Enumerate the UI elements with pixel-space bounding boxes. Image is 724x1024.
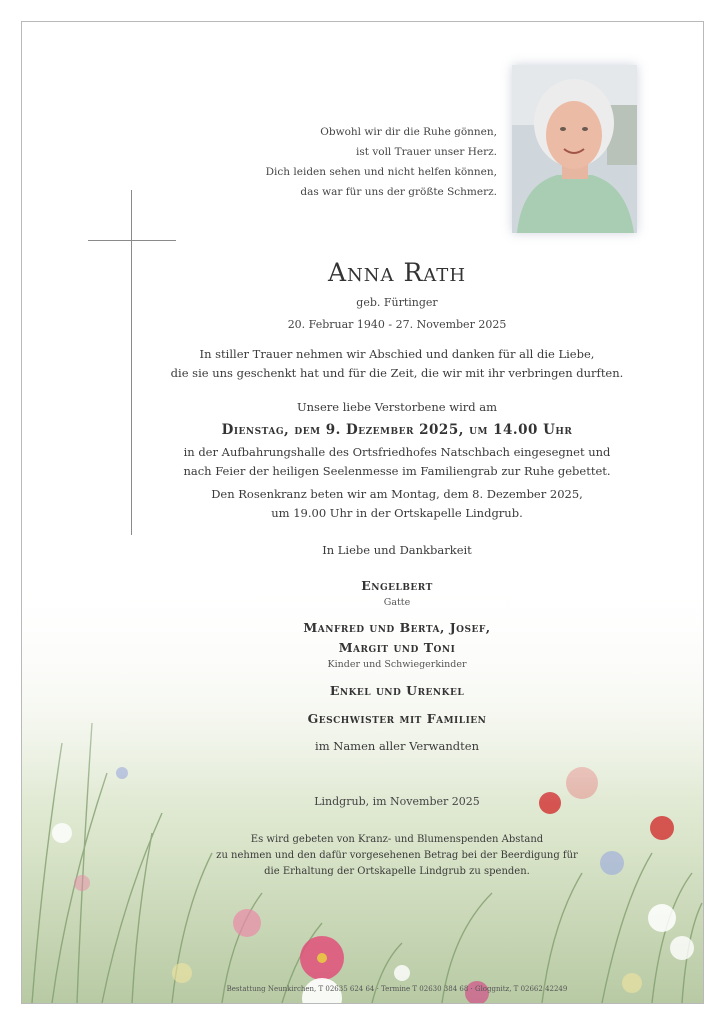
mourner-name: Manfred und Berta, Josef, — [303, 620, 491, 635]
request-line: die Erhaltung der Ortskapelle Lindgrub zu spenden. — [264, 866, 530, 877]
meadow-background-image — [22, 573, 703, 1003]
funeral-details — [152, 443, 642, 481]
place-date: Lindgrub, im November 2025 — [314, 795, 480, 808]
poem-line: das war für uns der größte Schmerz. — [300, 186, 497, 198]
birth-name: geb. Fürtinger — [356, 296, 438, 309]
rosary-line: um 19.00 Uhr in der Ortskapelle Lindgrub. — [271, 506, 523, 520]
mourner-name: Enkel und Urenkel — [329, 683, 465, 698]
request-line: zu nehmen und den dafür vorgesehenen Betrag bei der Beerdigung für — [216, 850, 578, 861]
cross-vertical-bar — [131, 190, 132, 535]
mourner-name: Margit und Toni — [338, 640, 456, 655]
mourners-closing: im Namen aller Verwandten — [315, 739, 479, 753]
funeral-lead: Unsere liebe Verstorbene wird am — [296, 400, 498, 414]
mourner-name: Engelbert — [361, 578, 433, 593]
funeral-detail-line: in der Aufbahrungshalle des Ortsfriedhofes Natschbach eingesegnet und — [183, 445, 611, 459]
intro-text — [152, 345, 642, 383]
request-line: Es wird gebeten von Kranz- und Blumenspenden Abstand — [250, 834, 544, 845]
memorial-poem — [222, 122, 497, 202]
obituary-card — [21, 21, 704, 1004]
intro-line: In stiller Trauer nehmen wir Abschied und danken für all die Liebe, — [199, 347, 595, 361]
cross-horizontal-bar — [88, 240, 176, 241]
funeral-detail-line: nach Feier der heiligen Seelenmesse im Familiengrab zur Ruhe gebettet. — [183, 464, 611, 478]
rosary-line: Den Rosenkranz beten wir am Montag, dem 8. Dezember 2025, — [211, 487, 583, 501]
funeral-date: Dienstag, dem 9. Dezember 2025, um 14.00 Uhr — [221, 422, 573, 438]
poem-line: Dich leiden sehen und nicht helfen können, — [265, 166, 497, 178]
life-dates: 20. Februar 1940 - 27. November 2025 — [287, 318, 507, 331]
mourners-lead: In Liebe und Dankbarkeit — [322, 543, 472, 557]
rosary-info — [152, 485, 642, 523]
deceased-name: Anna Rath — [327, 258, 467, 287]
intro-line: die sie uns geschenkt hat und für die Zeit, die wir mit ihr verbringen durften. — [170, 366, 624, 380]
portrait-photo — [512, 65, 637, 233]
donation-request — [152, 832, 642, 880]
mourner-name: Geschwister mit Familien — [307, 711, 487, 726]
funeral-home-footer: Bestattung Neunkirchen, T 02635 624 64 · Termine T 02630 384 68 · Gloggnitz, T 02662 42249 — [226, 985, 568, 993]
poem-line: ist voll Trauer unser Herz. — [356, 146, 497, 158]
mourner-role: Gatte — [383, 597, 411, 608]
mourner-role: Kinder und Schwiegerkinder — [327, 659, 467, 670]
poem-line: Obwohl wir dir die Ruhe gönnen, — [320, 126, 497, 138]
